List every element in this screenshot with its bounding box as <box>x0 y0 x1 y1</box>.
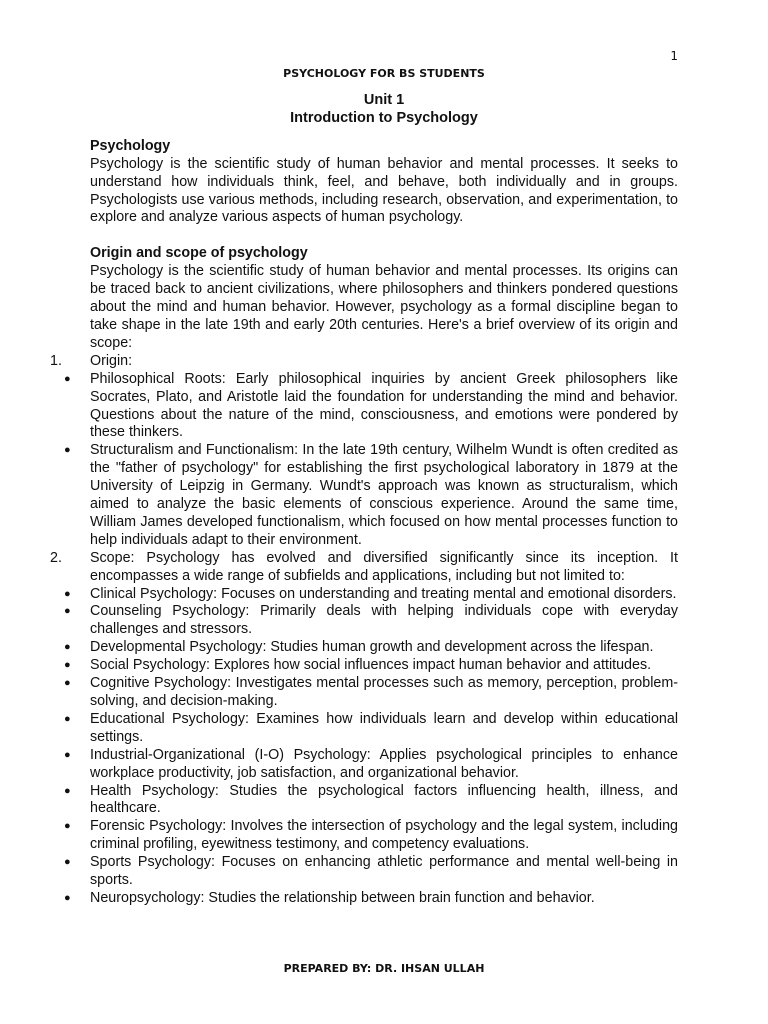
bullet-text: Developmental Psychology: Studies human growth and development across the lifespan. <box>90 639 654 656</box>
bullet-item <box>64 639 678 657</box>
bullet-icon: ● <box>64 587 71 600</box>
section-heading-psychology: Psychology <box>90 137 171 154</box>
bullet-text: Neuropsychology: Studies the relationship between brain function and behavior. <box>90 889 595 906</box>
bullet-icon: ● <box>64 748 71 761</box>
bullet-icon: ● <box>64 856 71 869</box>
bullet-item <box>64 675 678 711</box>
bullet-item <box>64 442 678 549</box>
bullet-item <box>64 782 678 819</box>
bullet-text: Philosophical Roots: Early philosophical inquiries by ancient Greek philosophers like Socrates, Plato, and Aristotle laid the foundation for understanding the mind and behavior. Questions about the nature of the mind, consciousness, and emotions were pondered by these thinkers. <box>90 370 678 441</box>
bullet-text: Sports Psychology: Focuses on enhancing athletic performance and mental well-being in sports. <box>90 854 678 889</box>
bullet-text: Social Psychology: Explores how social influences impact human behavior and attitudes. <box>90 657 652 674</box>
bullet-item <box>64 603 678 639</box>
section-paragraph-psychology: Psychology is the scientific study of human behavior and mental processes. It seeks to understand how individuals think, feel, and behave, both individually and in groups. Psychologists use various methods, including research, observation, and experimentation, to explore and analyze various aspects of human psychology. <box>90 155 678 226</box>
numbered-item-origin <box>50 352 678 371</box>
bullet-text: Educational Psychology: Examines how individuals learn and develop within educational settings. <box>90 710 678 745</box>
unit-subtitle: Introduction to Psychology <box>290 109 478 126</box>
numbered-item-scope <box>50 549 678 586</box>
section-heading-origin-scope: Origin and scope of psychology <box>90 245 308 262</box>
bullet-icon: ● <box>64 372 71 385</box>
bullet-text: Health Psychology: Studies the psychological factors influencing health, illness, and healthcare. <box>90 782 678 817</box>
bullet-icon: ● <box>64 605 71 618</box>
bullet-icon: ● <box>64 677 71 690</box>
origin-bullet-list <box>64 370 678 550</box>
document-footer: PREPARED BY: DR. IHSAN ULLAH <box>283 962 485 975</box>
bullet-icon: ● <box>64 659 71 672</box>
bullet-item <box>64 746 678 783</box>
bullet-icon: ● <box>64 444 71 457</box>
bullet-text: Industrial-Organizational (I-O) Psychology: Applies psychological principles to enhance workplace productivity, job satisfaction, and organizational behavior. <box>90 746 678 781</box>
bullet-text: Counseling Psychology: Primarily deals with helping individuals cope with everyday challenges and stressors. <box>90 603 678 638</box>
bullet-icon: ● <box>64 641 71 654</box>
bullet-item <box>64 710 678 747</box>
bullet-text: Clinical Psychology: Focuses on understanding and treating mental and emotional disorders. <box>90 585 677 602</box>
scope-bullet-list <box>64 585 678 908</box>
bullet-text: Forensic Psychology: Involves the intersection of psychology and the legal system, including criminal profiling, eyewitness testimony, and competency evaluations. <box>90 818 678 853</box>
bullet-item <box>64 818 678 854</box>
bullet-icon: ● <box>64 712 71 725</box>
bullet-item <box>64 585 678 604</box>
section-paragraph-origin-intro: Psychology is the scientific study of human behavior and mental processes. Its origins can be traced back to ancient civilizations, where philosophers and thinkers pondered questions about the mind and human behavior. However, psychology as a formal discipline began to take shape in the late 19th and early 20th centuries. Here's a brief overview of its origin and scope: <box>90 263 678 351</box>
document-header: PSYCHOLOGY FOR BS STUDENTS <box>283 67 485 80</box>
bullet-item <box>64 854 678 890</box>
bullet-text: Cognitive Psychology: Investigates mental processes such as memory, perception, problem-solving, and decision-making. <box>90 675 678 709</box>
bullet-text: Structuralism and Functionalism: In the late 19th century, Wilhelm Wundt is often credited as the "father of psychology" for establishing the first psychological laboratory in 1879 at the University of Leipzig in Germany. Wundt's approach was known as structuralism, which aimed to analyze the basic elements of conscious experience. Around the same time, William James developed functionalism, which focused on how mental processes function to help individuals adapt to their environment. <box>90 442 678 548</box>
list-number: 2. <box>50 549 62 566</box>
bullet-item <box>64 657 678 675</box>
bullet-item <box>64 370 678 443</box>
numbered-item-label: Origin: <box>90 352 133 369</box>
bullet-icon: ● <box>64 891 71 904</box>
bullet-item <box>64 889 678 908</box>
unit-title: Unit 1 <box>363 92 405 108</box>
bullet-icon: ● <box>64 784 71 797</box>
bullet-icon: ● <box>64 820 71 833</box>
document-body <box>50 92 678 908</box>
page-number: 1 <box>670 49 678 63</box>
numbered-item-label: Scope: Psychology has evolved and diversified significantly since its inception. It encompasses a wide range of subfields and applications, including but not limited to: <box>90 549 678 584</box>
list-number: 1. <box>50 352 62 369</box>
